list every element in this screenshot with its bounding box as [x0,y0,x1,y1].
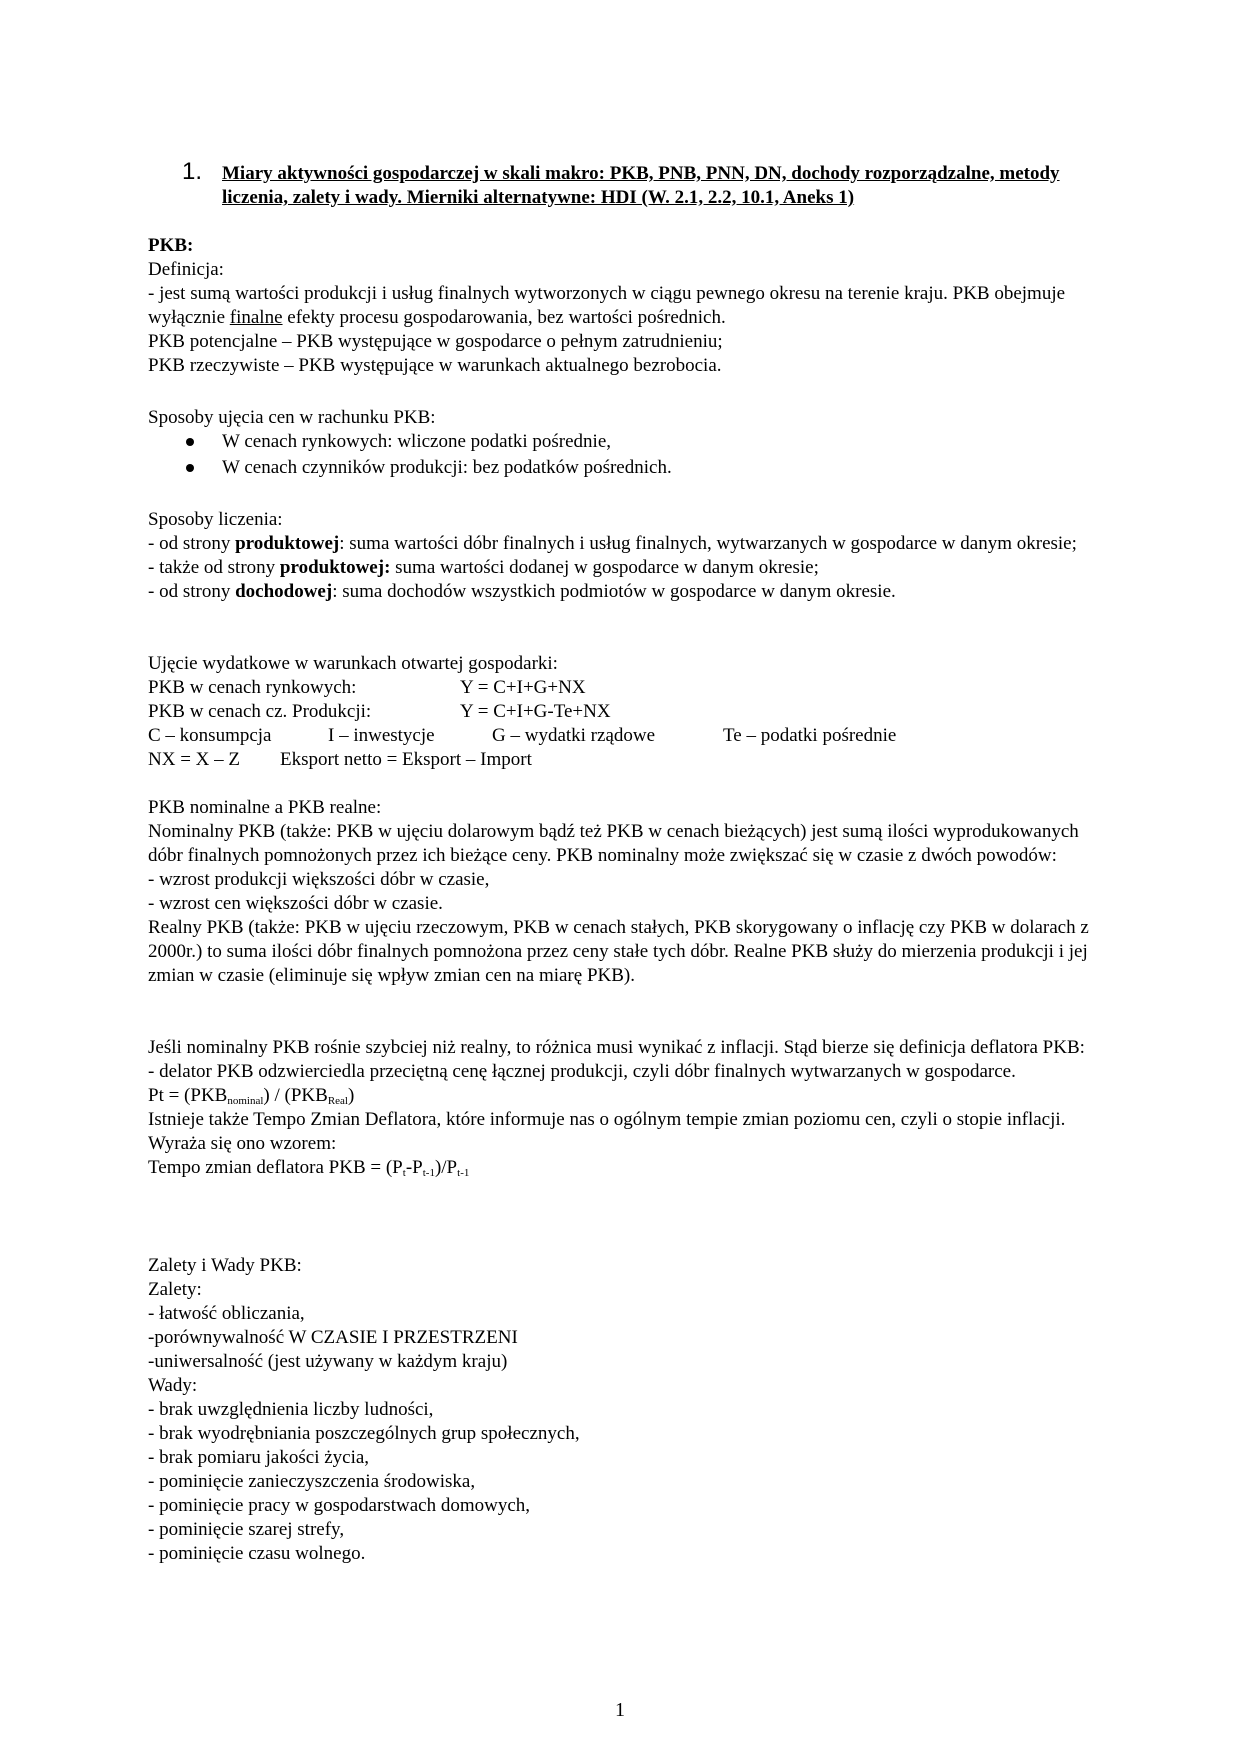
method-text: - także od strony [148,557,280,578]
method-text: - od strony [148,533,236,554]
heading-title: Miary aktywności gospodarczej w skali makro: PKB, PNB, PNN, DN, dochody rozporządzalne, metody liczenia, zalety i wady. Mierniki alternatywne: HDI (W. 2.1, 2.2, 10.1, Aneks 1) [222,163,1060,208]
method-text: suma wartości dodanej w gospodarce w danym okresie; [390,557,819,578]
formula-subscript: t-1 [422,1167,435,1179]
prices-title: Sposoby ujęcia cen w rachunku PKB: [148,407,436,428]
methods-title: Sposoby liczenia: [148,509,283,530]
method-item [148,532,1093,556]
formula-part: )/P [434,1157,458,1178]
con-item: - pominięcie szarej strefy, [148,1519,345,1540]
deflator-formula [148,1084,1093,1108]
definition-text-part: efekty procesu gospodarowania, bez wartości pośrednich. [282,307,726,328]
pro-item: -porównywalność W CZASIE I PRZESTRZENI [148,1327,518,1348]
formula-part: Tempo zmian deflatora PKB = (P [148,1157,403,1178]
formula-subscript: nominal [227,1095,264,1107]
equation-label: PKB w cenach cz. Produkcji: [148,701,372,722]
method-text: : suma dochodów wszystkich podmiotów w gospodarce w danym okresie. [332,581,896,602]
variables-row [148,724,1093,748]
definition-text-part: - jest sumą wartości produkcji i usług finalnych wytworzonych w ciągu pewnego okresu na terenie kraju. PKB obejmuje wyłącznie [148,283,1066,328]
expenditure-title: Ujęcie wydatkowe w warunkach otwartej gospodarki: [148,653,558,674]
net-export-row [148,748,1093,772]
method-keyword: produktowej: [279,557,391,578]
page-number: 1 [615,1699,625,1721]
definition-label: Definicja: [148,259,224,280]
nominal-reason: - wzrost cen większości dóbr w czasie. [148,893,443,914]
con-item: - pominięcie pracy w gospodarstwach domowych, [148,1495,531,1516]
formula-part: ) / (PKB [263,1085,328,1106]
pkb-title: PKB: [148,235,194,256]
formula-part: ) [348,1085,355,1106]
formula-subscript: t-1 [457,1167,470,1179]
method-item [148,580,1093,604]
pros-label: Zalety: [148,1279,202,1300]
pkb-section [148,234,1093,378]
nominal-reason: - wzrost produkcji większości dóbr w czasie, [148,869,490,890]
nx-definition: Eksport netto = Eksport – Import [280,749,532,770]
nx-formula: NX = X – Z [148,749,240,770]
method-item [148,556,1093,580]
real-text: Realny PKB (także: PKB w ujęciu rzeczowym, PKB w cenach stałych, PKB skorygowany o inflację czy PKB w dolarach z 2000r.) to suma ilości dóbr finalnych pomnożona przez ceny stałe tych dóbr. Realne PKB służy do mierzenia produkcji i jej zmian w czasie (eliminuje się wpływ zmian cen na miarę PKB). [148,917,1089,986]
deflator-intro: Jeśli nominalny PKB rośnie szybciej niż realny, to różnica musi wynikać z inflacji. Stąd bierze się definicja deflatora PKB: [148,1037,1085,1058]
heading-number: 1. [182,158,203,185]
method-keyword: produktowej [235,533,340,554]
variable-i: I – inwestycje [328,725,435,746]
method-text: - od strony [148,581,236,602]
con-item: - pominięcie zanieczyszczenia środowiska, [148,1471,476,1492]
pros-cons-section [148,1254,1093,1566]
nominal-real-section [148,796,1093,988]
equation-formula: Y = C+I+G+NX [460,677,586,698]
variable-g: G – wydatki rządowe [492,725,656,746]
equation-row [148,676,1093,700]
pro-item: -uniwersalność (jest używany w każdym kraju) [148,1351,508,1372]
finalne-underlined: finalne [229,307,283,328]
deflator-definition: - delator PKB odzwierciedla przeciętną cenę łącznej produkcji, czyli dóbr finalnych wytwarzanych w gospodarce. [148,1061,1016,1082]
variable-te: Te – podatki pośrednie [723,725,897,746]
list-item: W cenach czynników produkcji: bez podatków pośrednich. [148,456,1093,482]
methods-section [148,508,1093,604]
con-item: - brak pomiaru jakości życia, [148,1447,370,1468]
pros-cons-title: Zalety i Wady PKB: [148,1255,302,1276]
formula-subscript: t [402,1167,406,1179]
nominal-text: Nominalny PKB (także: PKB w ujęciu dolarowym bądź też PKB w cenach bieżących) jest sumą ilości wyprodukowanych dóbr finalnych pomnożonych przez ich bieżące ceny. PKB nominalny może zwiększać się w czasie z dwóch powodów: [148,821,1079,866]
con-item: - brak wyodrębniania poszczególnych grup społecznych, [148,1423,580,1444]
deflator-section [148,1036,1093,1180]
con-item: - pominięcie czasu wolnego. [148,1543,366,1564]
variable-c: C – konsumpcja [148,725,272,746]
prices-list [148,430,1093,482]
nominal-real-title: PKB nominalne a PKB realne: [148,797,382,818]
method-text: : suma wartości dóbr finalnych i usług finalnych, wytwarzanych w gospodarce w danym okresie; [339,533,1077,554]
list-item: W cenach rynkowych: wliczone podatki pośrednie, [148,430,1093,456]
pkb-potential: PKB potencjalne – PKB występujące w gospodarce o pełnym zatrudnieniu; [148,331,723,352]
pro-item: - łatwość obliczania, [148,1303,305,1324]
formula-subscript: Real [327,1095,348,1107]
formula-part: Pt = (PKB [148,1085,228,1106]
pkb-actual: PKB rzeczywiste – PKB występujące w warunkach aktualnego bezrobocia. [148,355,722,376]
equation-formula: Y = C+I+G-Te+NX [460,701,611,722]
cons-label: Wady: [148,1375,198,1396]
con-item: - brak uwzględnienia liczby ludności, [148,1399,434,1420]
prices-section [148,406,1093,482]
definition-text [148,282,1093,330]
expenditure-section [148,652,1093,772]
tempo-formula [148,1156,1093,1180]
tempo-text: Istnieje także Tempo Zmian Deflatora, które informuje nas o ogólnym tempie zmian poziomu cen, czyli o stopie inflacji. Wyraża się ono wzorem: [148,1109,1066,1154]
equation-row [148,700,1093,724]
equation-label: PKB w cenach rynkowych: [148,677,357,698]
formula-part: -P [405,1157,423,1178]
method-keyword: dochodowej [235,581,333,602]
